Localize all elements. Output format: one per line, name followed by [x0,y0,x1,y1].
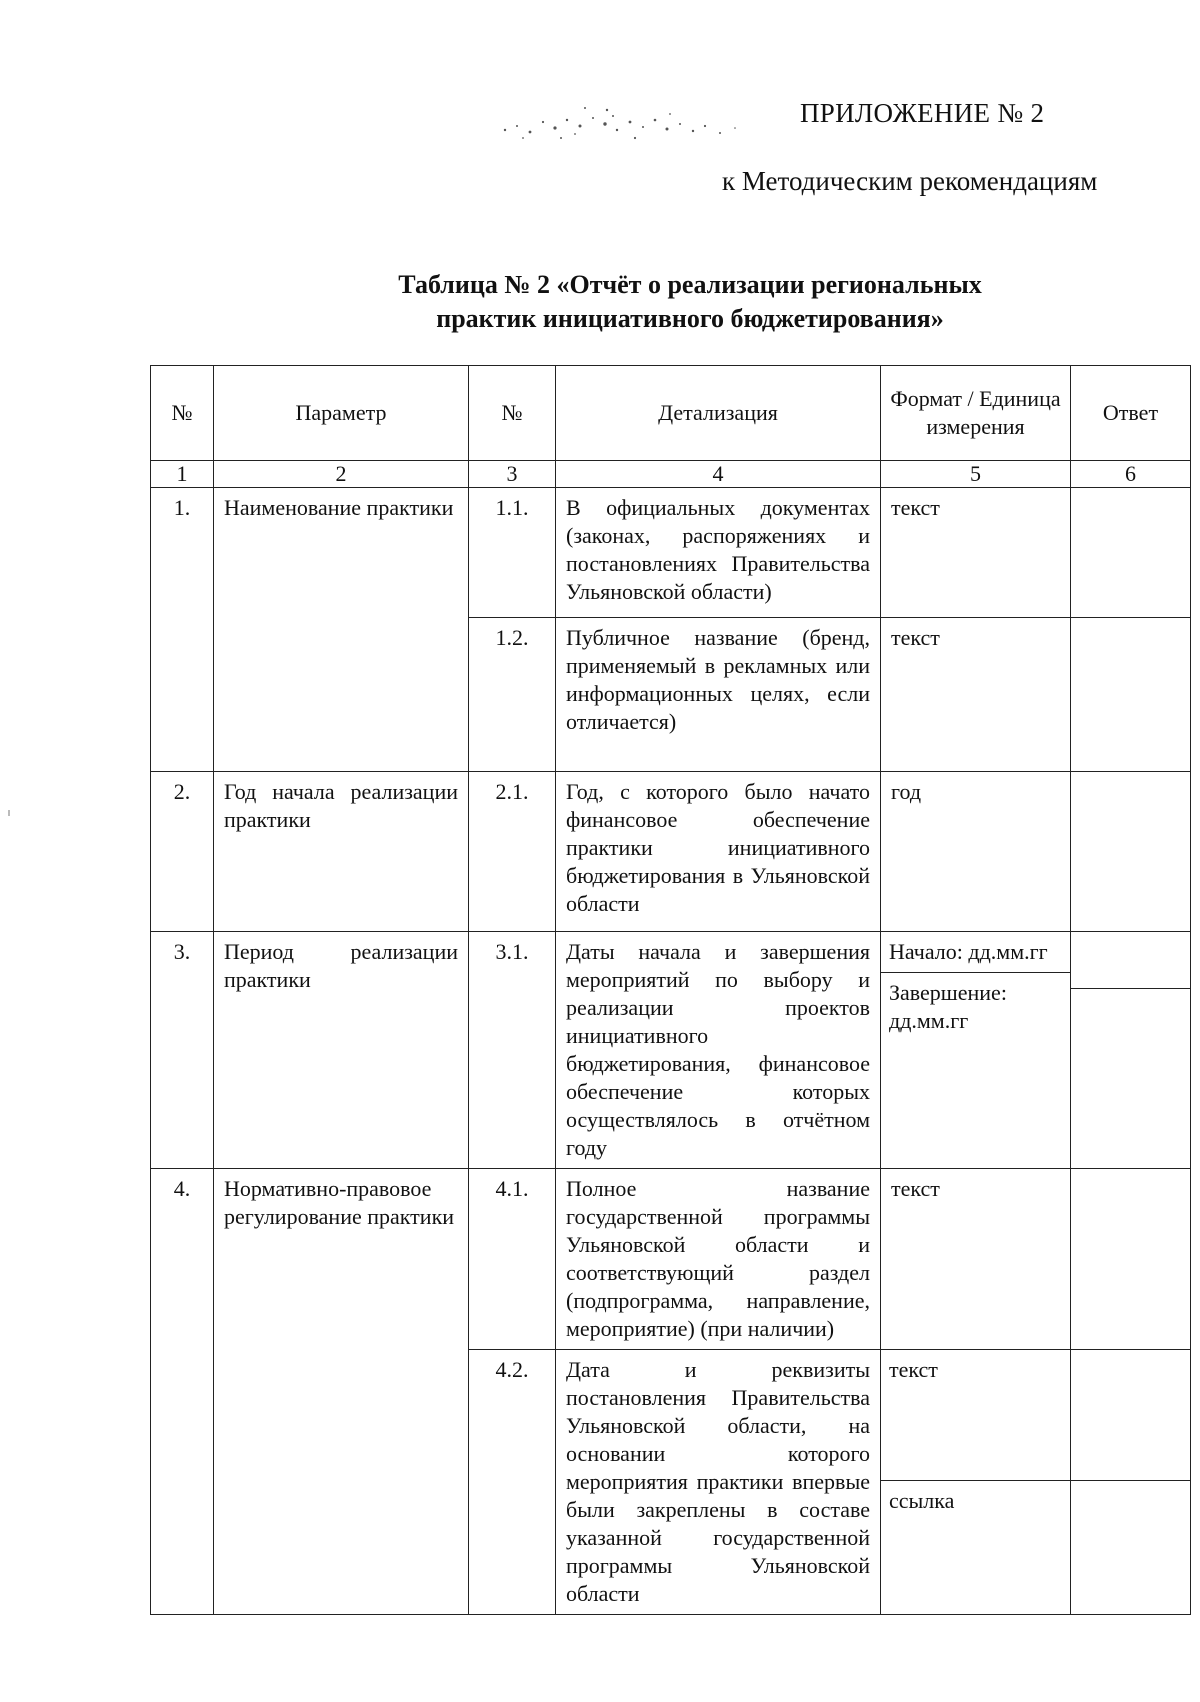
row-format: текст [881,488,1071,618]
row-sub-number: 4.2. [469,1350,556,1615]
row-sub-number: 4.1. [469,1169,556,1350]
table-row [151,1169,1191,1350]
format-start: Начало: дд.мм.гг [889,939,1048,964]
row-number: 1. [151,488,214,772]
header-num: № [151,366,214,461]
column-number: 3 [469,461,556,488]
table-title-line-1: Таблица № 2 «Отчёт о реализации региональных [398,270,982,299]
table-title-line-2: практик инициативного бюджетирования» [436,304,944,333]
row-number: 2. [151,772,214,932]
answer-cell[interactable] [1071,932,1190,988]
table-header-row [151,366,1191,461]
row-detail: Год, с которого было начато финансовое обеспечение практики инициативного бюджетирования в Ульяновской области [556,772,881,932]
row-parameter: Год начала реализации практики [214,772,469,932]
report-table [150,365,1191,1615]
answer-cell[interactable] [1071,772,1191,932]
row-parameter: Период реализации практики [214,932,469,1169]
header-answer: Ответ [1071,366,1191,461]
format-text: текст [889,1357,938,1382]
row-detail: Дата и реквизиты постановления Правительства Ульяновской области, на основании которого мероприятия практики впервые были закреплены в составе указанной государственной программы Ульяновской области [556,1350,881,1615]
table-row [151,932,1191,1169]
header-format: Формат / Единица измерения [881,366,1071,461]
answer-cell-split [1071,1350,1191,1615]
row-sub-number: 1.1. [469,488,556,618]
row-parameter: Наименование практики [214,488,469,772]
header-parameter: Параметр [214,366,469,461]
row-parameter: Нормативно-правовое регулирование практики [214,1169,469,1615]
appendix-title: ПРИЛОЖЕНИЕ № 2 [800,98,1045,128]
row-sub-number: 1.2. [469,618,556,772]
answer-cell[interactable] [1071,1350,1190,1480]
format-end: Завершение: дд.мм.гг [881,972,1070,1041]
column-number: 5 [881,461,1071,488]
answer-cell[interactable] [1071,1169,1191,1350]
row-format-split [881,932,1071,1169]
row-detail: Полное название государственной программы Ульяновской области и соответствующий раздел (подпрограмма, направление, мероприятие) (при наличии) [556,1169,881,1350]
row-detail: Публичное название (бренд, применяемый в рекламных или информационных целях, если отличается) [556,618,881,772]
column-number-row [151,461,1191,488]
row-format: год [881,772,1071,932]
header-detail: Детализация [556,366,881,461]
answer-cell-split [1071,932,1191,1169]
column-number: 2 [214,461,469,488]
table-row [151,772,1191,932]
row-format-split [881,1350,1071,1615]
format-link: ссылка [881,1480,1070,1521]
column-number: 4 [556,461,881,488]
answer-cell[interactable] [1071,488,1191,618]
answer-cell[interactable] [1071,988,1190,1161]
column-number: 6 [1071,461,1191,488]
answer-cell[interactable] [1071,1480,1190,1603]
row-detail: В официальных документах (законах, распоряжениях и постановлениях Правительства Ульяновской области) [556,488,881,618]
stamp-mark [495,100,750,148]
appendix-subtitle: к Методическим рекомендациям [722,166,1098,196]
table-title [290,268,1090,336]
row-format: текст [881,618,1071,772]
row-format: текст [881,1169,1071,1350]
table-row [151,488,1191,618]
row-sub-number: 3.1. [469,932,556,1169]
header-sub-num: № [469,366,556,461]
row-detail: Даты начала и завершения мероприятий по выбору и реализации проектов инициативного бюджетирования, финансовое обеспечение которых осуществлялось в отчётном году [556,932,881,1169]
answer-cell[interactable] [1071,618,1191,772]
column-number: 1 [151,461,214,488]
row-sub-number: 2.1. [469,772,556,932]
scan-mark [8,810,10,816]
row-number: 4. [151,1169,214,1615]
row-number: 3. [151,932,214,1169]
